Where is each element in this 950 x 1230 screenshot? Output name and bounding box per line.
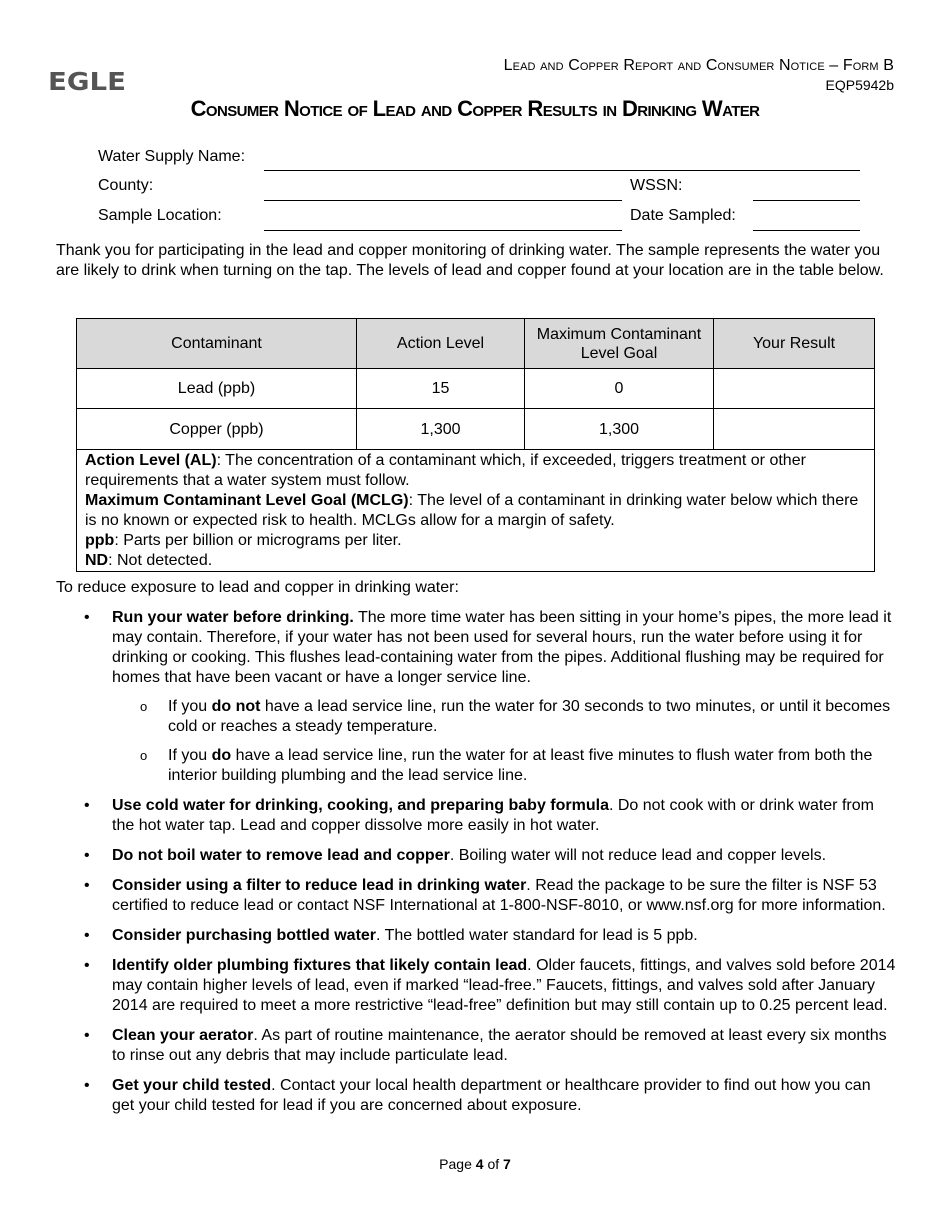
bullet-icon: • <box>84 927 90 944</box>
definition-text: : Parts per billion or micrograms per liter. <box>114 532 402 549</box>
cell-action-level: 1,300 <box>357 409 525 450</box>
bullet-icon: • <box>84 877 90 894</box>
header-action-level: Action Level <box>357 319 525 369</box>
tip-text: The more time water has been sitting in your home’s pipes, the more lead it may contain. Therefore, if your water has not been used for several hours, run the water before using it for drinking or cooking. This flushes lead-containing water from the pipes. Additional flushing may be required for homes that have been vacant or have a longer service line. <box>112 609 892 686</box>
definition-term: ND <box>85 552 109 569</box>
circle-bullet-icon: o <box>140 748 148 763</box>
tip-text: . Contact your local health department or healthcare provider to find out how you can get your child tested for lead if you are concerned about exposure. <box>112 1077 871 1114</box>
tip-heading: Do not boil water to remove lead and copper <box>112 847 450 864</box>
wssn-label: WSSN: <box>630 177 683 194</box>
form-title: Lead and Copper Report and Consumer Notice – Form B <box>503 57 894 74</box>
sample-location-field[interactable] <box>264 230 622 231</box>
list-item <box>76 956 896 1016</box>
definition-term: Maximum Contaminant Level Goal (MCLG) <box>85 492 409 509</box>
wssn-field[interactable] <box>753 200 860 201</box>
header-mclg-text: Maximum Contaminant Level Goal <box>536 325 702 362</box>
sub-text: have a lead service line, run the water for 30 seconds to two minutes, or until it becomes cold or reaches a steady temperature. <box>168 698 891 735</box>
tip-heading: Consider purchasing bottled water <box>112 927 377 944</box>
circle-bullet-icon: o <box>140 699 148 714</box>
of-label: of <box>487 1156 500 1172</box>
cell-mclg: 0 <box>525 369 714 409</box>
list-item <box>76 876 896 916</box>
egle-logo <box>48 68 128 92</box>
tips-list <box>76 608 896 1126</box>
list-item <box>76 608 896 786</box>
list-item <box>76 1026 896 1066</box>
cell-your-result[interactable] <box>714 369 875 409</box>
table-row <box>77 369 875 409</box>
bullet-icon: • <box>84 847 90 864</box>
cell-contaminant: Lead (ppb) <box>77 369 357 409</box>
current-page: 4 <box>475 1156 484 1172</box>
definition-text: : Not detected. <box>108 552 213 569</box>
total-pages: 7 <box>503 1156 511 1172</box>
cell-mclg: 1,300 <box>525 409 714 450</box>
header-your-result: Your Result <box>714 319 875 369</box>
bullet-icon: • <box>84 1027 90 1044</box>
tip-text: . As part of routine maintenance, the aerator should be removed at least every six months to rinse out any debris that may include particulate lead. <box>112 1027 887 1064</box>
egle-logo-text: EGLE <box>48 68 126 92</box>
water-supply-name-field[interactable] <box>264 170 860 171</box>
date-sampled-field[interactable] <box>753 230 860 231</box>
bullet-icon: • <box>84 797 90 814</box>
definition <box>85 531 866 551</box>
table-header-row <box>77 319 875 369</box>
sub-list-item <box>132 746 896 786</box>
water-supply-name-label: Water Supply Name: <box>98 148 246 165</box>
sub-text-bold: do <box>211 747 232 764</box>
sub-text-bold: do not <box>211 698 261 715</box>
definition <box>85 551 866 571</box>
definitions-cell <box>77 450 875 572</box>
header-mclg <box>525 319 714 369</box>
tip-heading: Consider using a filter to reduce lead in drinking water <box>112 877 527 894</box>
sub-text: have a lead service line, run the water for at least five minutes to flush water from both the interior building plumbing and the lead service line. <box>168 747 873 784</box>
list-item <box>76 796 896 836</box>
definition <box>85 451 866 491</box>
tip-text: . Boiling water will not reduce lead and copper levels. <box>449 847 827 864</box>
county-field[interactable] <box>264 200 622 201</box>
cell-action-level: 15 <box>357 369 525 409</box>
cell-your-result[interactable] <box>714 409 875 450</box>
tip-heading: Run your water before drinking. <box>112 609 354 626</box>
results-table <box>76 318 875 572</box>
definitions-row <box>77 450 875 572</box>
sub-list <box>132 697 896 786</box>
tip-heading: Use cold water for drinking, cooking, and preparing baby formula <box>112 797 609 814</box>
tip-heading: Get your child tested <box>112 1077 272 1094</box>
list-item <box>76 926 896 946</box>
form-code: EQP5942b <box>825 77 894 93</box>
tip-heading: Clean your aerator <box>112 1027 254 1044</box>
definition <box>85 491 866 531</box>
sub-list-item <box>132 697 896 737</box>
tip-text: . Older faucets, fittings, and valves sold before 2014 may contain higher levels of lead, even if marked “lead-free.” Faucets, fittings, and valves sold after January 2014 are required to meet a more restrictive “lead-free” definition but may still contain up to 0.25 percent lead. <box>112 957 896 1014</box>
table-row <box>77 409 875 450</box>
definition-text: : The concentration of a contaminant which, if exceeded, triggers treatment or other requirements that a water system must follow. <box>85 452 806 489</box>
sample-location-label: Sample Location: <box>98 207 222 224</box>
page-label: Page <box>439 1156 472 1172</box>
tip-text: . Read the package to be sure the filter is NSF 53 certified to reduce lead or contact NSF International at 1-800-NSF-8010, or www.nsf.org for more information. <box>112 877 886 914</box>
intro-paragraph: Thank you for participating in the lead and copper monitoring of drinking water. The sample represents the water you are likely to drink when turning on the tap. The levels of lead and copper found at your location are in the table below. <box>56 242 884 279</box>
date-sampled-label: Date Sampled: <box>630 207 736 224</box>
county-label: County: <box>98 177 154 194</box>
list-item <box>76 1076 896 1116</box>
page-title: Consumer Notice of Lead and Copper Results in Drinking Water <box>190 96 760 121</box>
tip-text: . The bottled water standard for lead is 5 ppb. <box>376 927 698 944</box>
bullet-icon: • <box>84 1077 90 1094</box>
tip-heading: Identify older plumbing fixtures that likely contain lead <box>112 957 528 974</box>
bullet-icon: • <box>84 957 90 974</box>
header-contaminant: Contaminant <box>77 319 357 369</box>
list-item <box>76 846 896 866</box>
sub-text-pre: If you <box>168 698 212 715</box>
tip-text: . Do not cook with or drink water from the hot water tap. Lead and copper dissolve more easily in hot water. <box>112 797 874 834</box>
cell-contaminant: Copper (ppb) <box>77 409 357 450</box>
definition-term: ppb <box>85 532 115 549</box>
page-number <box>0 1156 950 1172</box>
bullet-icon: • <box>84 609 90 626</box>
tips-lead-in: To reduce exposure to lead and copper in drinking water: <box>56 579 459 596</box>
definition-term: Action Level (AL) <box>85 452 217 469</box>
definition-text: : The level of a contaminant in drinking water below which there is no known or expected risk to health. MCLGs allow for a margin of safety. <box>85 492 859 529</box>
sub-text-pre: If you <box>168 747 212 764</box>
